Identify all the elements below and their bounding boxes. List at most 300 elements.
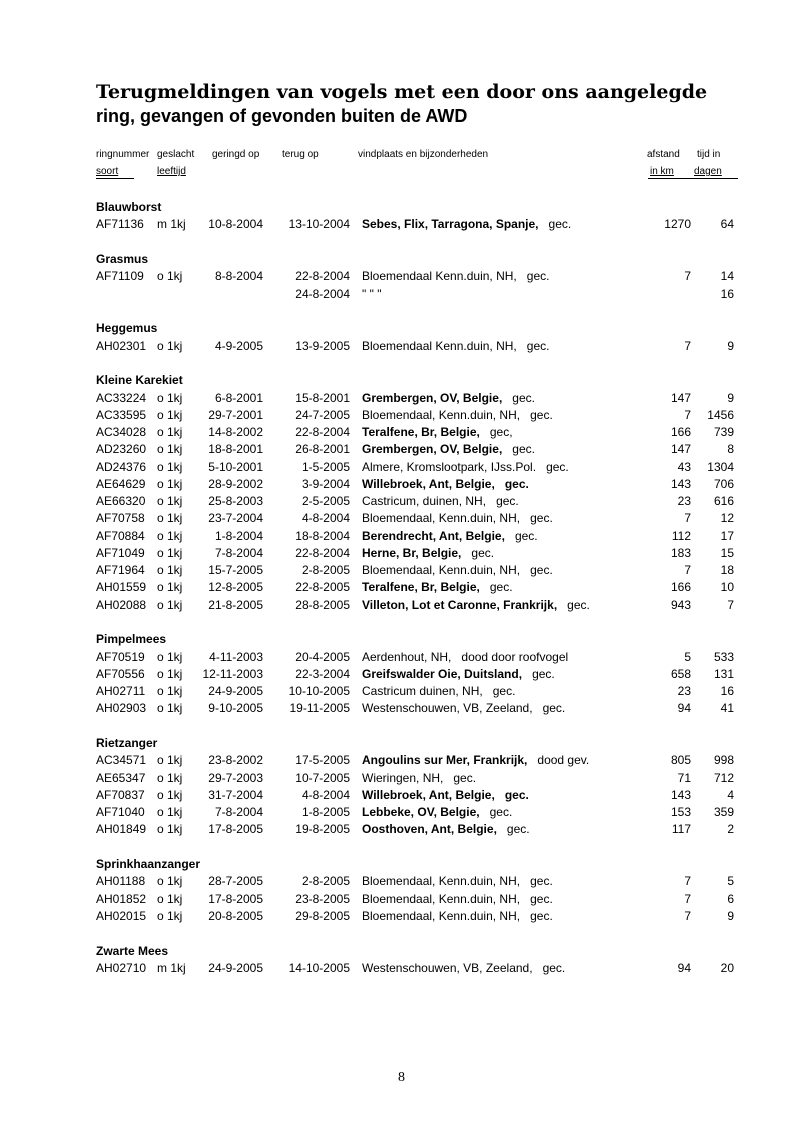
ring-number: AH01852 xyxy=(96,891,147,906)
distance-km: 7 xyxy=(684,269,691,284)
recovery-location xyxy=(362,339,549,354)
location-name: Bloemendaal, Kenn.duin, NH, xyxy=(362,563,521,577)
recovery-note: gec. xyxy=(530,511,553,526)
recovery-location xyxy=(362,805,512,820)
sex-age: o 1kj xyxy=(157,805,183,819)
table-row xyxy=(0,287,803,302)
ringed-date: 5-10-2001 xyxy=(208,459,263,474)
recovery-note: gec. xyxy=(542,701,566,716)
recovery-note: gec. xyxy=(526,338,550,353)
ringed-date: 12-8-2005 xyxy=(208,580,263,595)
sex-age: m 1kj xyxy=(157,960,186,975)
recovery-location xyxy=(362,598,590,613)
species-heading: Kleine Karekiet xyxy=(96,373,183,388)
ring-number: AF71964 xyxy=(96,563,145,577)
table-row xyxy=(0,684,803,699)
sex-age: o 1kj xyxy=(157,545,183,560)
header-afstand: afstand xyxy=(647,149,680,160)
ringed-date: 17-8-2005 xyxy=(208,822,263,837)
recovery-location xyxy=(362,546,494,561)
return-date: 22-8-2005 xyxy=(295,580,350,595)
location-name: Angoulins sur Mer, Frankrijk, xyxy=(362,753,528,768)
recovery-note: gec. xyxy=(506,822,530,837)
sex-age: o 1kj xyxy=(157,908,183,923)
distance-km: 23 xyxy=(677,494,691,508)
time-days: 4 xyxy=(727,787,734,802)
recovery-note: gec. xyxy=(530,891,553,906)
table-row xyxy=(0,788,803,803)
time-days: 7 xyxy=(727,597,734,612)
return-date: 23-8-2005 xyxy=(295,891,350,906)
return-date: 22-8-2004 xyxy=(295,269,350,284)
recovery-note: gec. xyxy=(532,666,555,681)
distance-km: 147 xyxy=(670,390,691,405)
location-name: Oosthoven, Ant, Belgie, xyxy=(362,822,497,837)
ring-number: AH01188 xyxy=(96,874,146,889)
table-row xyxy=(0,477,803,492)
return-date: 22-3-2004 xyxy=(295,666,350,681)
return-date: 17-5-2005 xyxy=(295,753,350,768)
table-row xyxy=(0,961,803,976)
distance-km: 7 xyxy=(684,338,691,353)
return-date: 13-9-2005 xyxy=(295,338,350,353)
table-row xyxy=(0,546,803,561)
ringed-date: 6-8-2001 xyxy=(214,390,263,405)
time-days: 15 xyxy=(720,545,734,560)
distance-km: 143 xyxy=(670,476,691,491)
return-date: 14-10-2005 xyxy=(288,960,350,975)
location-name: Herne, Br, Belgie, xyxy=(362,545,462,560)
ringed-date: 18-8-2001 xyxy=(208,442,263,457)
distance-km: 7 xyxy=(684,511,691,526)
return-date: 10-7-2005 xyxy=(295,770,350,785)
distance-km: 7 xyxy=(684,407,691,422)
distance-km: 117 xyxy=(671,822,691,837)
table-row xyxy=(0,425,803,440)
sex-age: o 1kj xyxy=(157,701,183,716)
ringed-date: 25-8-2003 xyxy=(208,494,263,508)
distance-km: 943 xyxy=(670,597,691,612)
ring-number: AF70519 xyxy=(96,649,145,664)
recovery-location xyxy=(362,667,555,682)
ringed-date: 4-9-2005 xyxy=(214,338,263,353)
ringed-date: 23-7-2004 xyxy=(208,511,263,526)
ring-number: AC33595 xyxy=(96,407,147,422)
ring-number: AF71049 xyxy=(96,545,145,560)
location-name: Sebes, Flix, Tarragona, Spanje, xyxy=(362,217,539,232)
ringed-date: 7-8-2004 xyxy=(214,545,263,560)
distance-km: 658 xyxy=(670,666,691,681)
time-days: 131 xyxy=(713,666,734,681)
recovery-note: gec, xyxy=(489,425,513,439)
return-date: 19-11-2005 xyxy=(289,701,350,716)
species-heading: Rietzanger xyxy=(96,736,158,750)
time-days: 20 xyxy=(720,960,734,975)
title-line-2: ring, gevangen of gevonden buiten de AWD xyxy=(96,106,468,126)
return-date: 3-9-2004 xyxy=(301,476,350,491)
ringed-date: 24-9-2005 xyxy=(208,960,263,975)
ring-number: AF71109 xyxy=(96,269,144,284)
species-heading: Grasmus xyxy=(96,252,149,266)
table-row xyxy=(0,269,803,284)
ring-number: AF71040 xyxy=(96,805,145,819)
time-days: 616 xyxy=(713,494,734,508)
recovery-note: gec. xyxy=(530,908,553,923)
return-date: 22-8-2004 xyxy=(295,545,350,560)
sex-age: o 1kj xyxy=(157,597,183,612)
recovery-note: gec. xyxy=(530,407,553,422)
recovery-location xyxy=(362,874,553,889)
time-days: 359 xyxy=(713,805,734,819)
time-days: 12 xyxy=(720,511,734,526)
ring-number: AF70758 xyxy=(96,511,145,526)
recovery-location xyxy=(362,684,515,699)
header-terug-op: terug op xyxy=(282,149,319,160)
return-date: 28-8-2005 xyxy=(295,597,350,612)
table-row xyxy=(0,753,803,768)
time-days: 739 xyxy=(713,425,734,439)
location-name: Berendrecht, Ant, Belgie, xyxy=(362,528,505,543)
table-row xyxy=(0,563,803,578)
return-date: 19-8-2005 xyxy=(295,822,350,837)
table-row xyxy=(0,442,803,457)
recovery-location xyxy=(362,892,553,907)
return-date: 15-8-2001 xyxy=(295,390,350,405)
ringed-date: 1-8-2004 xyxy=(214,528,263,543)
time-days: 16 xyxy=(720,286,734,301)
recovery-note: gec. xyxy=(496,494,519,508)
recovery-note: gec. xyxy=(492,684,516,698)
distance-km: 183 xyxy=(670,545,691,560)
recovery-note: dood gev. xyxy=(537,753,590,768)
header-ringnummer: ringnummer xyxy=(96,149,150,160)
return-date: 18-8-2004 xyxy=(295,528,350,543)
species-heading: Blauwborst xyxy=(96,200,162,214)
recovery-note: gec. xyxy=(567,597,590,612)
location-name: Bloemendaal, Kenn.duin, NH, xyxy=(362,874,521,889)
sex-age: o 1kj xyxy=(157,511,183,526)
ringed-date: 15-7-2005 xyxy=(208,563,263,577)
ring-number: AE65347 xyxy=(96,770,146,785)
recovery-note: gec. xyxy=(489,580,513,595)
distance-km: 166 xyxy=(670,580,691,595)
distance-km: 153 xyxy=(670,805,691,819)
time-days: 1304 xyxy=(707,459,734,474)
table-row xyxy=(0,460,803,475)
header-tijd-in: tijd in xyxy=(697,149,721,160)
return-date: 1-8-2005 xyxy=(301,805,350,819)
ring-number: AD23260 xyxy=(96,442,147,457)
ringed-date: 23-8-2002 xyxy=(208,753,263,768)
table-row xyxy=(0,874,803,889)
return-date: 29-8-2005 xyxy=(295,908,350,923)
location-name: Castricum, duinen, NH, xyxy=(362,494,487,508)
ring-number: AH01559 xyxy=(96,580,147,595)
sex-age: o 1kj xyxy=(157,822,183,837)
time-days: 8 xyxy=(727,442,734,457)
sex-age: o 1kj xyxy=(157,684,183,698)
sex-age: o 1kj xyxy=(157,580,183,595)
return-date: 2-8-2005 xyxy=(301,874,350,889)
time-days: 533 xyxy=(713,649,734,664)
return-date: 1-5-2005 xyxy=(301,459,350,474)
header-vindplaats: vindplaats en bijzonderheden xyxy=(358,149,489,160)
recovery-note: gec. xyxy=(548,217,572,232)
table-row xyxy=(0,701,803,716)
return-date: 10-10-2005 xyxy=(288,684,350,698)
time-days: 6 xyxy=(727,891,734,906)
ring-number: AC34028 xyxy=(96,425,147,439)
location-name: Bloemendaal Kenn.duin, NH, xyxy=(362,269,517,284)
species-heading: Zwarte Mees xyxy=(96,943,169,958)
recovery-location xyxy=(362,753,589,768)
sex-age: o 1kj xyxy=(157,649,183,664)
return-date: 2-8-2005 xyxy=(301,563,350,577)
table-row xyxy=(0,494,803,509)
location-name: Aerdenhout, NH, xyxy=(362,649,452,664)
location-name: Bloemendaal, Kenn.duin, NH, xyxy=(362,891,521,906)
species-heading: Heggemus xyxy=(96,321,158,336)
table-row xyxy=(0,771,803,786)
ring-number: AH02301 xyxy=(96,338,147,353)
recovery-location xyxy=(362,460,569,475)
ring-number: AC33224 xyxy=(96,390,147,405)
distance-km: 7 xyxy=(684,891,691,906)
time-days: 1456 xyxy=(707,407,734,422)
location-name: Westenschouwen, VB, Zeeland, xyxy=(362,701,533,716)
ringed-date: 10-8-2004 xyxy=(208,217,263,232)
sex-age: o 1kj xyxy=(157,528,183,543)
header-soort: soort xyxy=(96,166,119,177)
location-name: Bloemendaal Kenn.duin, NH, xyxy=(362,338,517,353)
recovery-note: gec. xyxy=(512,390,535,405)
page-number: 8 xyxy=(398,1070,405,1085)
table-row xyxy=(0,650,803,665)
recovery-note: gec. xyxy=(546,459,569,474)
recovery-note: gec. xyxy=(504,476,529,491)
ringed-date: 9-10-2005 xyxy=(208,701,263,716)
recovery-location xyxy=(362,580,513,595)
location-name: Villeton, Lot et Caronne, Frankrijk, xyxy=(362,597,558,612)
recovery-note: gec. xyxy=(489,805,513,819)
recovery-location xyxy=(362,788,529,803)
ring-number: AH01849 xyxy=(96,822,147,837)
distance-km: 43 xyxy=(677,459,691,474)
time-days: 17 xyxy=(720,528,734,543)
location-name: Willebroek, Ant, Belgie, xyxy=(362,476,495,491)
ring-number: AF70837 xyxy=(96,787,145,802)
recovery-note: gec. xyxy=(530,563,553,577)
location-name: Grembergen, OV, Belgie, xyxy=(362,390,503,405)
ring-number: AE66320 xyxy=(96,494,146,508)
species-heading: Sprinkhaanzanger xyxy=(96,857,201,871)
ringed-date: 21-8-2005 xyxy=(208,597,263,612)
return-date: 2-5-2005 xyxy=(301,494,350,508)
location-name: Willebroek, Ant, Belgie, xyxy=(362,787,495,802)
distance-km: 166 xyxy=(670,425,691,439)
header-dagen: dagen xyxy=(694,166,722,177)
distance-km: 112 xyxy=(671,528,691,543)
recovery-location xyxy=(362,425,513,440)
return-date: 4-8-2004 xyxy=(301,787,350,802)
time-days: 10 xyxy=(720,580,734,595)
table-row xyxy=(0,408,803,423)
location-name: Grembergen, OV, Belgie, xyxy=(362,442,503,457)
recovery-location xyxy=(362,477,529,492)
distance-km: 7 xyxy=(684,563,691,577)
title-line-1: Terugmeldingen van vogels met een door ons aangelegde xyxy=(96,81,708,103)
header-geringd-op: geringd op xyxy=(212,149,260,160)
time-days: 64 xyxy=(720,217,734,232)
ringed-date: 4-11-2003 xyxy=(209,649,263,664)
ring-number: AD24376 xyxy=(96,459,147,474)
recovery-note: gec. xyxy=(542,960,566,975)
ring-number: AH02903 xyxy=(96,701,147,716)
recovery-note: gec. xyxy=(514,528,538,543)
recovery-location xyxy=(362,701,565,716)
recovery-location xyxy=(362,511,553,526)
distance-km: 5 xyxy=(684,649,691,664)
recovery-location xyxy=(362,961,565,976)
return-date: 4-8-2004 xyxy=(301,511,350,526)
recovery-note: gec. xyxy=(530,874,553,889)
table-row xyxy=(0,909,803,924)
return-date: 24-8-2004 xyxy=(295,286,350,301)
ring-number: AF70884 xyxy=(96,528,145,543)
ring-number: AH02711 xyxy=(96,684,146,698)
location-name: Bloemendaal, Kenn.duin, NH, xyxy=(362,908,521,923)
ring-number: AH02710 xyxy=(96,960,147,975)
recovery-location xyxy=(362,442,535,457)
sex-age: o 1kj xyxy=(157,666,183,681)
return-date: 20-4-2005 xyxy=(295,649,350,664)
ring-number: AF70556 xyxy=(96,666,145,681)
location-name: Teralfene, Br, Belgie, xyxy=(362,425,480,439)
location-name: Bloemendaal, Kenn.duin, NH, xyxy=(362,511,521,526)
distance-km: 805 xyxy=(670,753,691,768)
sex-age: o 1kj xyxy=(157,753,183,768)
location-name: Westenschouwen, VB, Zeeland, xyxy=(362,960,533,975)
time-days: 712 xyxy=(713,770,734,785)
location-name: Greifswalder Oie, Duitsland, xyxy=(362,666,523,681)
distance-km: 7 xyxy=(684,874,691,889)
ring-number: AH02015 xyxy=(96,908,147,923)
ring-number: AH02088 xyxy=(96,597,147,612)
sex-age: o 1kj xyxy=(157,563,183,577)
ringed-date: 7-8-2004 xyxy=(214,805,263,819)
table-row xyxy=(0,822,803,837)
recovery-location xyxy=(362,494,519,509)
header-leeftijd: leeftijd xyxy=(157,166,186,177)
recovery-note: gec. xyxy=(526,269,550,284)
sex-age: o 1kj xyxy=(157,476,183,491)
ringed-date: 12-11-2003 xyxy=(202,666,263,681)
recovery-note: dood door roofvogel xyxy=(461,649,569,664)
header-geslacht: geslacht xyxy=(157,149,195,160)
time-days: 706 xyxy=(713,476,734,491)
recovery-location xyxy=(362,391,535,406)
return-date: 22-8-2004 xyxy=(295,425,350,439)
ringed-date: 17-8-2005 xyxy=(208,891,263,906)
location-name: Almere, Kromslootpark, IJss.Pol. xyxy=(362,459,537,474)
time-days: 16 xyxy=(720,684,734,698)
sex-age: o 1kj xyxy=(157,891,183,906)
species-heading: Pimpelmees xyxy=(96,632,167,647)
ringed-date: 29-7-2001 xyxy=(208,407,263,422)
ringed-date: 28-7-2005 xyxy=(208,874,263,889)
sex-age: o 1kj xyxy=(157,770,183,785)
recovery-location xyxy=(362,563,553,578)
return-date: 13-10-2004 xyxy=(288,217,350,232)
return-date: 24-7-2005 xyxy=(295,407,350,422)
table-row xyxy=(0,511,803,526)
sex-age: o 1kj xyxy=(157,407,183,422)
recovery-location xyxy=(362,217,571,232)
recovery-location xyxy=(362,529,538,544)
table-row xyxy=(0,339,803,354)
recovery-note: gec. xyxy=(512,442,535,457)
recovery-location xyxy=(362,909,553,924)
distance-km: 1270 xyxy=(664,217,691,232)
table-row xyxy=(0,217,803,232)
distance-km: 94 xyxy=(677,960,691,975)
return-date: 26-8-2001 xyxy=(295,442,350,457)
ringed-date: 20-8-2005 xyxy=(208,908,263,923)
recovery-location xyxy=(362,408,553,423)
table-row xyxy=(0,805,803,820)
ring-number: AC34571 xyxy=(96,753,147,768)
table-row xyxy=(0,667,803,682)
recovery-location xyxy=(362,650,568,665)
sex-age: o 1kj xyxy=(157,459,183,474)
time-days: 9 xyxy=(727,338,734,353)
sex-age: o 1kj xyxy=(157,425,183,439)
time-days: 9 xyxy=(727,390,734,405)
location-name: Lebbeke, OV, Belgie, xyxy=(362,805,480,819)
table-row xyxy=(0,598,803,613)
sex-age: o 1kj xyxy=(157,874,183,889)
recovery-location xyxy=(362,771,476,786)
sex-age: o 1kj xyxy=(157,390,183,405)
recovery-note: gec. xyxy=(504,787,529,802)
header-in-km: in km xyxy=(650,166,674,177)
time-days: 41 xyxy=(720,701,734,716)
ringed-date: 14-8-2002 xyxy=(208,425,263,439)
table-row xyxy=(0,892,803,907)
distance-km: 143 xyxy=(670,787,691,802)
location-name: Wieringen, NH, xyxy=(362,770,444,785)
ringed-date: 24-9-2005 xyxy=(208,684,263,698)
table-row xyxy=(0,580,803,595)
time-days: 5 xyxy=(727,874,734,889)
time-days: 2 xyxy=(727,822,734,837)
ringed-date: 28-9-2002 xyxy=(208,476,263,491)
location-name: Bloemendaal, Kenn.duin, NH, xyxy=(362,407,521,422)
sex-age: o 1kj xyxy=(157,269,183,284)
sex-age: o 1kj xyxy=(157,494,183,508)
distance-km: 7 xyxy=(684,908,691,923)
recovery-note: gec. xyxy=(453,770,477,785)
sex-age: o 1kj xyxy=(157,442,183,457)
recovery-location xyxy=(362,822,530,837)
recovery-location xyxy=(362,269,549,284)
location-name: Castricum duinen, NH, xyxy=(362,684,483,698)
table-row xyxy=(0,529,803,544)
ringed-date: 29-7-2003 xyxy=(208,770,263,785)
time-days: 14 xyxy=(720,269,734,284)
distance-km: 71 xyxy=(677,770,691,785)
time-days: 998 xyxy=(713,753,734,768)
